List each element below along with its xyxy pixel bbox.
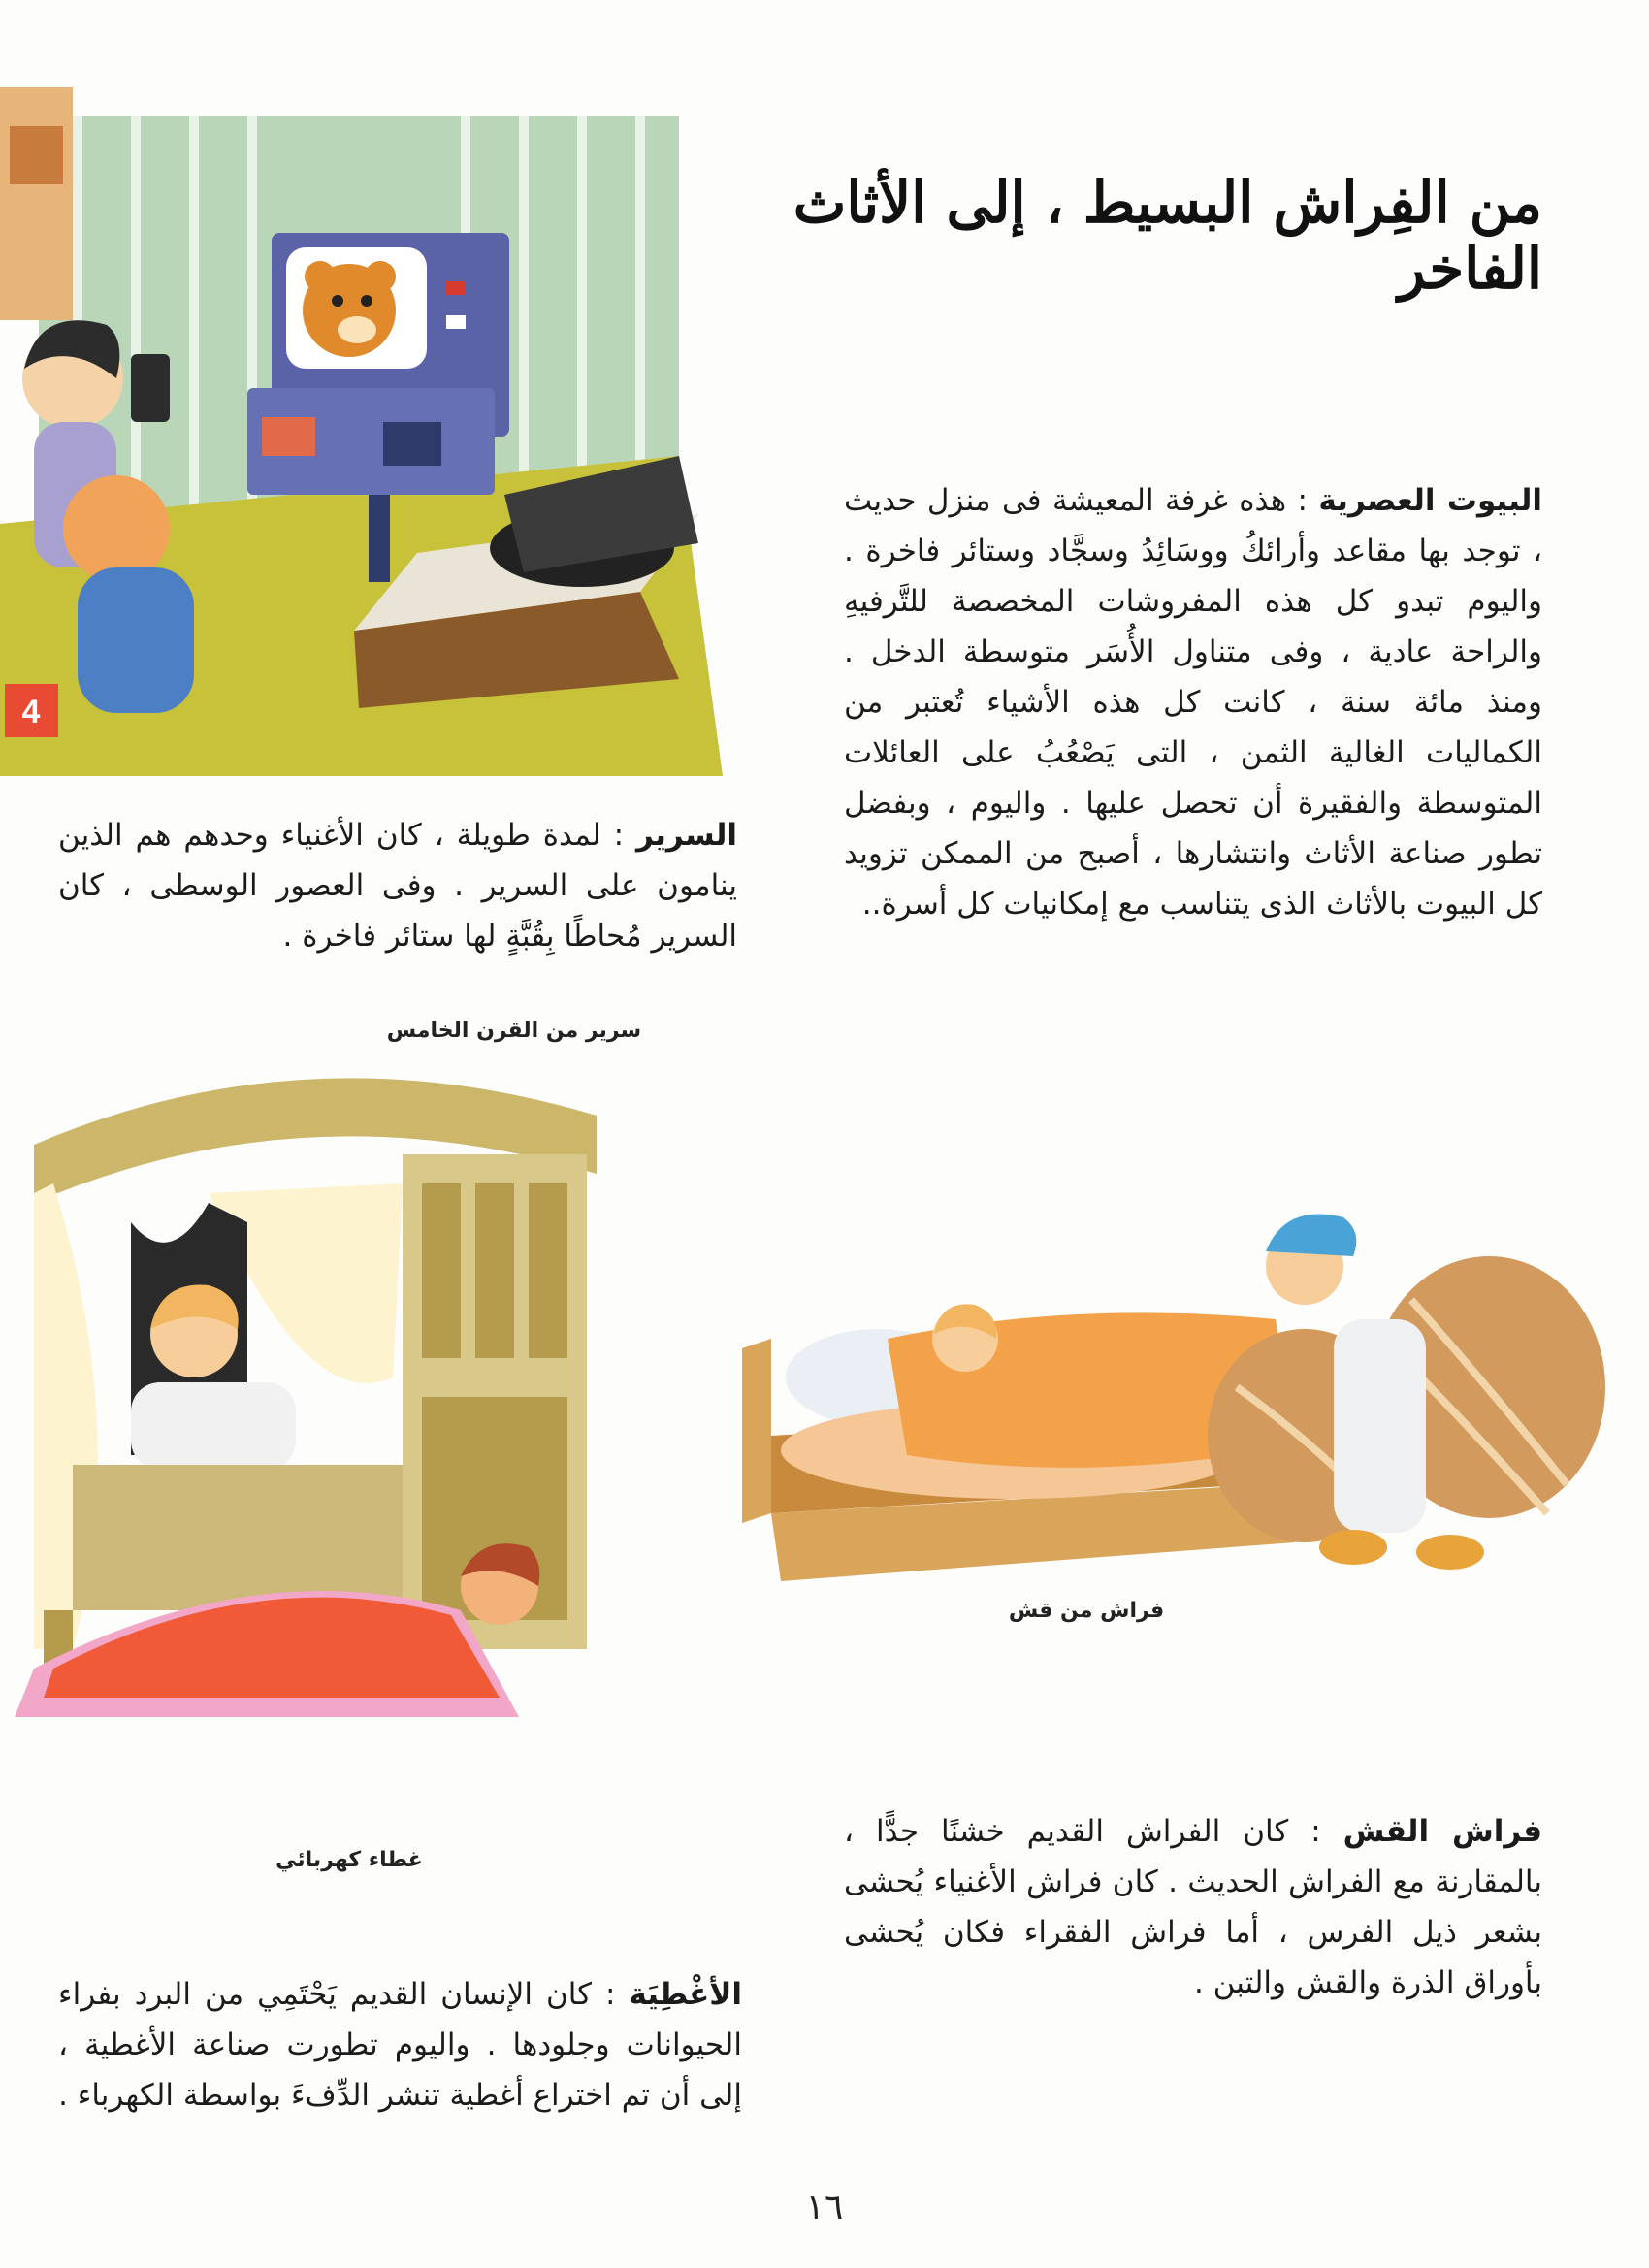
page-number: ١٦ <box>805 2187 844 2227</box>
modern-homes-heading: البيوت العصرية <box>1318 483 1542 518</box>
medieval-bed-illustration <box>15 1048 626 1717</box>
bed-paragraph <box>58 810 737 961</box>
blankets-heading: الأغْطِيَة <box>629 1977 742 2012</box>
blankets-body: : كان الإنسان القديم يَحْتَمِي من البرد بفراء الحيوانات وجلودها . واليوم تطورت صناعة الأغطية ، إلى أن تم اختراع أغطية تنشر الدِّفءَ بواسطة الكهرباء . <box>58 1977 742 2113</box>
toy-block-number: 4 <box>21 694 41 730</box>
straw-mattress-body: : كان الفراش القديم خشنًا جدًّا ، بالمقارنة مع الفراش الحديث . كان فراش الأغنياء يُحشى بشعر ذيل الفرس ، أما فراش الفقراء فكان يُحشى بأوراق الذرة والقش والتبن . <box>844 1814 1542 2000</box>
bed-heading: السرير <box>635 818 737 853</box>
living-room-illustration <box>0 87 723 776</box>
modern-homes-body: : هذه غرفة المعيشة فى منزل حديث ، توجد بها مقاعد وأرائكُ ووسَائِدُ وسجَّاد وستائر فاخرة . واليوم تبدو كل هذه المفروشات المخصصة للتَّرفيهِ والراحة عادية ، وفى متناول الأُسَر متوسطة الدخل . ومنذ مائة سنة ، كانت كل هذه الأشياء تُعتبر من الكماليات الغالية الثمن ، التى يَصْعُبُ على العائلات المتوسطة والفقيرة أن تحصل عليها . واليوم ، وبفضل تطور صناعة الأثاث وانتشارها ، أصبح من الممكن تزويد كل البيوت بالأثاث الذى يتناسب مع إمكانيات كل أسرة.. <box>844 483 1542 922</box>
medieval-bed-caption: سرير من القرن الخامس <box>386 1019 642 1043</box>
page-title: من الفِراش البسيط ، إلى الأثاث الفاخر <box>792 170 1542 302</box>
straw-bed-caption: فراش من قش <box>1008 1599 1165 1623</box>
straw-mattress-heading: فراش القش <box>1342 1814 1542 1849</box>
medieval-bed-drawing <box>15 1048 626 1717</box>
modern-homes-paragraph <box>844 475 1542 929</box>
straw-mattress-paragraph <box>844 1806 1542 2008</box>
straw-bed-illustration <box>732 1193 1620 1601</box>
blankets-paragraph <box>58 1969 742 2121</box>
electric-blanket-caption: غطاء كهربائي <box>275 1848 423 1872</box>
bed-body: : لمدة طويلة ، كان الأغنياء وحدهم هم الذين ينامون على السرير . وفى العصور الوسطى ، كان السرير مُحاطًا بِقُبَّةٍ لها ستائر فاخرة . <box>58 818 737 954</box>
straw-bed-drawing <box>732 1193 1620 1601</box>
living-room-drawing <box>0 87 723 776</box>
